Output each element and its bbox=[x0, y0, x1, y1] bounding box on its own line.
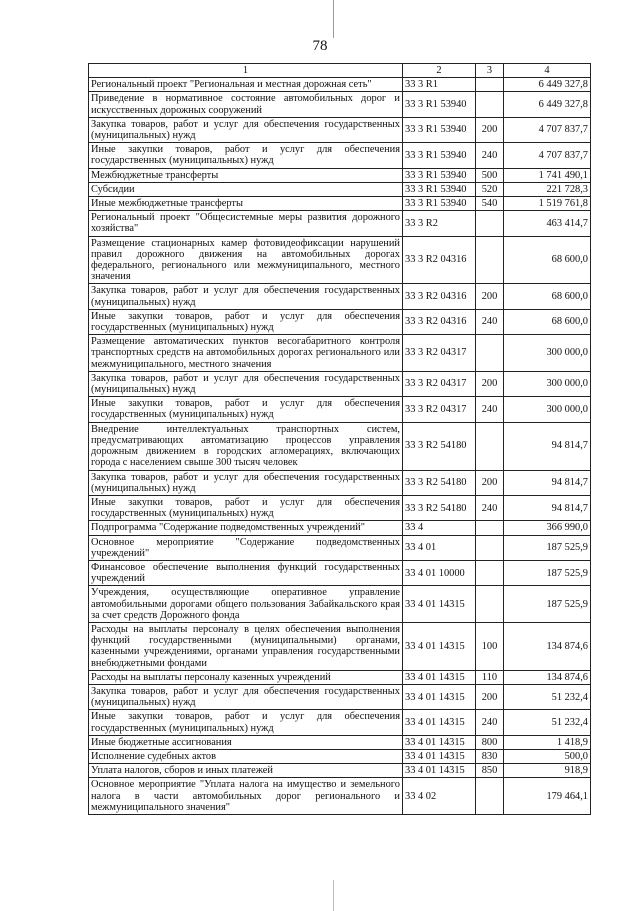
row-amount: 187 525,9 bbox=[504, 586, 591, 623]
row-code: 33 3 R2 04316 bbox=[403, 236, 476, 284]
table-row bbox=[89, 197, 591, 211]
row-name: Региональный проект "Региональная и местная дорожная сеть" bbox=[89, 78, 403, 92]
row-name: Размещение стационарных камер фотовидеофиксации нарушений правил дорожного движения на автомобильных дорогах федерального, регионального или межмуниципального, местного значения bbox=[89, 236, 403, 284]
row-amount: 463 414,7 bbox=[504, 211, 591, 236]
row-code: 33 4 01 bbox=[403, 535, 476, 560]
row-code: 33 4 01 10000 bbox=[403, 560, 476, 585]
row-type: 200 bbox=[476, 684, 504, 709]
row-amount: 500,0 bbox=[504, 749, 591, 763]
header-row bbox=[89, 64, 591, 78]
row-type bbox=[476, 92, 504, 117]
row-code: 33 3 R2 04316 bbox=[403, 284, 476, 309]
row-name: Иные закупки товаров, работ и услуг для обеспечения государственных (муниципальных) нужд bbox=[89, 143, 403, 168]
row-amount: 51 232,4 bbox=[504, 710, 591, 735]
row-amount: 68 600,0 bbox=[504, 284, 591, 309]
row-type: 830 bbox=[476, 749, 504, 763]
row-code: 33 3 R1 53940 bbox=[403, 182, 476, 196]
row-code: 33 3 R2 54180 bbox=[403, 470, 476, 495]
row-amount: 134 874,6 bbox=[504, 622, 591, 670]
row-name: Уплата налогов, сборов и иных платежей bbox=[89, 764, 403, 778]
row-name: Иные бюджетные ассигнования bbox=[89, 735, 403, 749]
row-amount: 51 232,4 bbox=[504, 684, 591, 709]
row-type: 200 bbox=[476, 117, 504, 142]
row-amount: 68 600,0 bbox=[504, 236, 591, 284]
row-type bbox=[476, 778, 504, 815]
table-row bbox=[89, 495, 591, 520]
row-name: Подпрограмма "Содержание подведомственных учреждений" bbox=[89, 521, 403, 535]
row-type: 200 bbox=[476, 470, 504, 495]
table-row bbox=[89, 182, 591, 196]
row-name: Внедрение интеллектуальных транспортных систем, предусматривающих автоматизацию процессов управления дорожным движением в городских агломерациях, включающих города с населением свыше 300 тысяч человек bbox=[89, 422, 403, 470]
row-code: 33 3 R1 bbox=[403, 78, 476, 92]
row-code: 33 3 R1 53940 bbox=[403, 117, 476, 142]
row-code: 33 3 R2 bbox=[403, 211, 476, 236]
table-row bbox=[89, 168, 591, 182]
row-amount: 1 519 761,8 bbox=[504, 197, 591, 211]
row-amount: 134 874,6 bbox=[504, 670, 591, 684]
table-row bbox=[89, 422, 591, 470]
row-amount: 6 449 327,8 bbox=[504, 78, 591, 92]
row-code: 33 4 bbox=[403, 521, 476, 535]
row-amount: 1 741 490,1 bbox=[504, 168, 591, 182]
row-type: 540 bbox=[476, 197, 504, 211]
header-col-2: 2 bbox=[403, 64, 476, 78]
row-name: Иные межбюджетные трансферты bbox=[89, 197, 403, 211]
row-type: 240 bbox=[476, 710, 504, 735]
row-amount: 4 707 837,7 bbox=[504, 143, 591, 168]
row-name: Расходы на выплаты персоналу в целях обеспечения выполнения функций государственными (муниципальными) органами, казенными учреждениями, органами управления государственными внебюджетными фондами bbox=[89, 622, 403, 670]
table-row bbox=[89, 470, 591, 495]
table-row bbox=[89, 684, 591, 709]
row-name: Иные закупки товаров, работ и услуг для обеспечения государственных (муниципальных) нужд bbox=[89, 397, 403, 422]
row-code: 33 3 R2 04317 bbox=[403, 335, 476, 372]
row-type bbox=[476, 236, 504, 284]
table-row bbox=[89, 335, 591, 372]
row-name: Закупка товаров, работ и услуг для обеспечения государственных (муниципальных) нужд bbox=[89, 371, 403, 396]
row-code: 33 4 01 14315 bbox=[403, 622, 476, 670]
row-type: 850 bbox=[476, 764, 504, 778]
row-type bbox=[476, 521, 504, 535]
row-amount: 179 464,1 bbox=[504, 778, 591, 815]
table-row bbox=[89, 236, 591, 284]
header-col-1: 1 bbox=[89, 64, 403, 78]
row-type bbox=[476, 422, 504, 470]
row-name: Иные закупки товаров, работ и услуг для обеспечения государственных (муниципальных) нужд bbox=[89, 495, 403, 520]
row-name: Иные закупки товаров, работ и услуг для обеспечения государственных (муниципальных) нужд bbox=[89, 710, 403, 735]
table-row bbox=[89, 778, 591, 815]
row-type bbox=[476, 211, 504, 236]
row-amount: 68 600,0 bbox=[504, 309, 591, 334]
row-type: 800 bbox=[476, 735, 504, 749]
row-type: 200 bbox=[476, 284, 504, 309]
row-name: Размещение автоматических пунктов весогабаритного контроля транспортных средств на автомобильных дорогах регионального или межмуниципального, местного значения bbox=[89, 335, 403, 372]
header-col-3: 3 bbox=[476, 64, 504, 78]
table-row bbox=[89, 78, 591, 92]
table-row bbox=[89, 670, 591, 684]
row-code: 33 3 R2 04316 bbox=[403, 309, 476, 334]
table-row bbox=[89, 710, 591, 735]
row-code: 33 3 R2 04317 bbox=[403, 371, 476, 396]
row-amount: 221 728,3 bbox=[504, 182, 591, 196]
row-type: 520 bbox=[476, 182, 504, 196]
row-amount: 94 814,7 bbox=[504, 422, 591, 470]
table-row bbox=[89, 371, 591, 396]
row-code: 33 4 01 14315 bbox=[403, 684, 476, 709]
row-code: 33 4 01 14315 bbox=[403, 735, 476, 749]
row-amount: 4 707 837,7 bbox=[504, 117, 591, 142]
row-amount: 918,9 bbox=[504, 764, 591, 778]
row-code: 33 3 R1 53940 bbox=[403, 197, 476, 211]
row-name: Иные закупки товаров, работ и услуг для обеспечения государственных (муниципальных) нужд bbox=[89, 309, 403, 334]
row-code: 33 4 01 14315 bbox=[403, 586, 476, 623]
fold-line-bottom bbox=[333, 880, 334, 911]
row-name: Исполнение судебных актов bbox=[89, 749, 403, 763]
row-amount: 187 525,9 bbox=[504, 560, 591, 585]
row-type: 240 bbox=[476, 397, 504, 422]
row-type: 240 bbox=[476, 309, 504, 334]
row-type: 110 bbox=[476, 670, 504, 684]
row-amount: 1 418,9 bbox=[504, 735, 591, 749]
row-name: Финансовое обеспечение выполнения функций государственных учреждений bbox=[89, 560, 403, 585]
table-row bbox=[89, 560, 591, 585]
table-row bbox=[89, 535, 591, 560]
table-row bbox=[89, 586, 591, 623]
row-code: 33 4 02 bbox=[403, 778, 476, 815]
row-name: Основное мероприятие "Содержание подведомственных учреждений" bbox=[89, 535, 403, 560]
row-amount: 300 000,0 bbox=[504, 397, 591, 422]
row-code: 33 4 01 14315 bbox=[403, 670, 476, 684]
row-type bbox=[476, 78, 504, 92]
table-row bbox=[89, 735, 591, 749]
table-row bbox=[89, 622, 591, 670]
budget-table bbox=[88, 63, 591, 815]
row-name: Основное мероприятие "Уплата налога на имущество и земельного налога в части автомобильных дорог регионального и межмуниципального значения" bbox=[89, 778, 403, 815]
table-row bbox=[89, 211, 591, 236]
row-amount: 366 990,0 bbox=[504, 521, 591, 535]
row-name: Приведение в нормативное состояние автомобильных дорог и искусственных дорожных сооружений bbox=[89, 92, 403, 117]
row-code: 33 4 01 14315 bbox=[403, 710, 476, 735]
table-row bbox=[89, 309, 591, 334]
row-name: Закупка товаров, работ и услуг для обеспечения государственных (муниципальных) нужд bbox=[89, 470, 403, 495]
row-name: Расходы на выплаты персоналу казенных учреждений bbox=[89, 670, 403, 684]
row-type bbox=[476, 335, 504, 372]
row-code: 33 4 01 14315 bbox=[403, 749, 476, 763]
row-amount: 300 000,0 bbox=[504, 371, 591, 396]
row-code: 33 3 R2 54180 bbox=[403, 495, 476, 520]
table-row bbox=[89, 143, 591, 168]
table-row bbox=[89, 117, 591, 142]
row-amount: 94 814,7 bbox=[504, 470, 591, 495]
page-number: 78 bbox=[312, 38, 328, 54]
row-code: 33 3 R1 53940 bbox=[403, 168, 476, 182]
row-type bbox=[476, 535, 504, 560]
row-type: 100 bbox=[476, 622, 504, 670]
table-body bbox=[89, 78, 591, 815]
table-row bbox=[89, 92, 591, 117]
row-name: Учреждения, осуществляющие оперативное управление автомобильными дорогами общего пользования Забайкальского края за счет средств Дорожного фонда bbox=[89, 586, 403, 623]
row-type: 200 bbox=[476, 371, 504, 396]
row-type: 240 bbox=[476, 495, 504, 520]
row-type: 500 bbox=[476, 168, 504, 182]
row-amount: 6 449 327,8 bbox=[504, 92, 591, 117]
row-amount: 300 000,0 bbox=[504, 335, 591, 372]
row-amount: 187 525,9 bbox=[504, 535, 591, 560]
row-type bbox=[476, 560, 504, 585]
fold-line-top bbox=[333, 0, 334, 38]
row-amount: 94 814,7 bbox=[504, 495, 591, 520]
row-name: Региональный проект "Общесистемные меры развития дорожного хозяйства" bbox=[89, 211, 403, 236]
header-col-4: 4 bbox=[504, 64, 591, 78]
row-type bbox=[476, 586, 504, 623]
row-code: 33 3 R1 53940 bbox=[403, 143, 476, 168]
table-row bbox=[89, 521, 591, 535]
table-row bbox=[89, 397, 591, 422]
table-row bbox=[89, 749, 591, 763]
row-name: Межбюджетные трансферты bbox=[89, 168, 403, 182]
row-code: 33 3 R1 53940 bbox=[403, 92, 476, 117]
row-code: 33 4 01 14315 bbox=[403, 764, 476, 778]
row-name: Закупка товаров, работ и услуг для обеспечения государственных (муниципальных) нужд bbox=[89, 284, 403, 309]
row-name: Закупка товаров, работ и услуг для обеспечения государственных (муниципальных) нужд bbox=[89, 684, 403, 709]
row-name: Закупка товаров, работ и услуг для обеспечения государственных (муниципальных) нужд bbox=[89, 117, 403, 142]
table-row bbox=[89, 764, 591, 778]
row-type: 240 bbox=[476, 143, 504, 168]
row-name: Субсидии bbox=[89, 182, 403, 196]
row-code: 33 3 R2 04317 bbox=[403, 397, 476, 422]
table-row bbox=[89, 284, 591, 309]
row-code: 33 3 R2 54180 bbox=[403, 422, 476, 470]
